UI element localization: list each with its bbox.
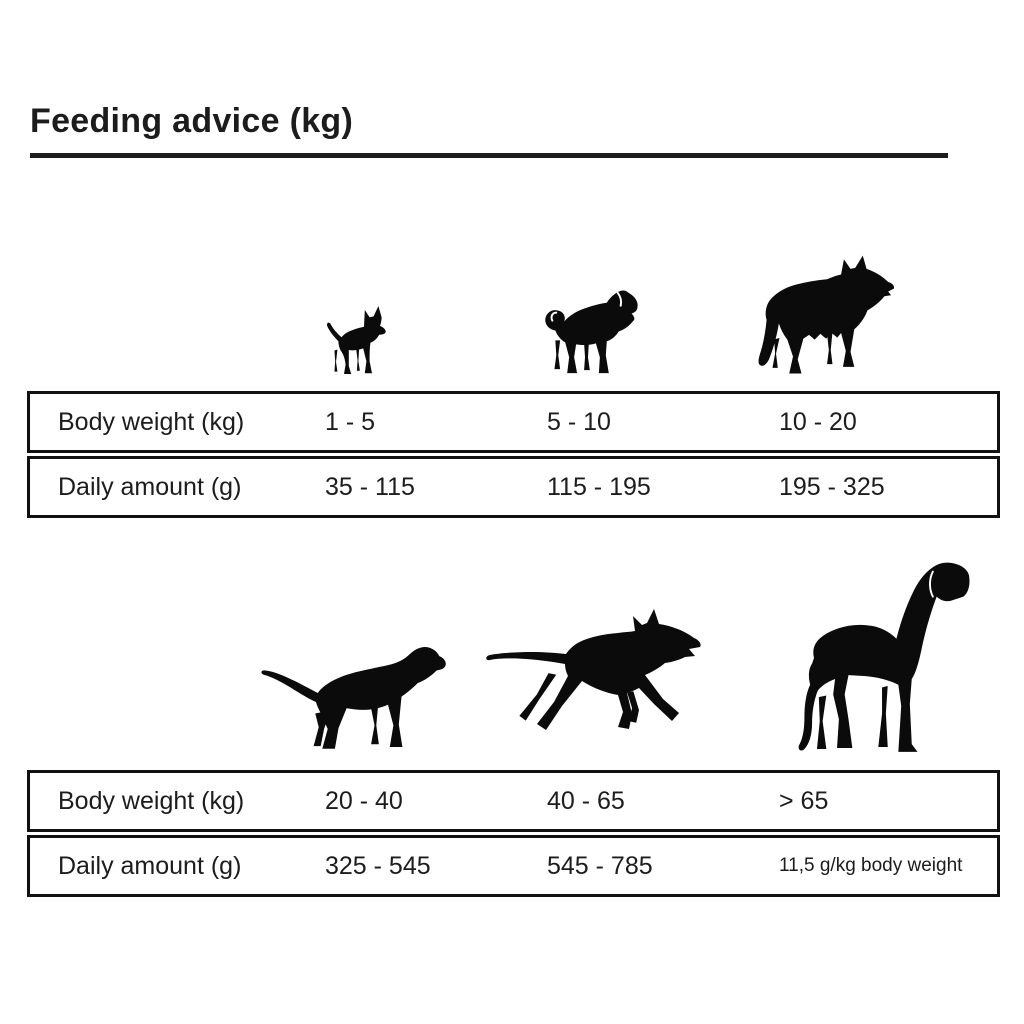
daily-amount-value-1: 325 - 545 [325, 851, 431, 880]
collie-icon [750, 250, 902, 382]
row-label: Daily amount (g) [58, 472, 242, 501]
feeding-table-small-breeds [27, 391, 1000, 518]
body-weight-value-2: 5 - 10 [547, 407, 611, 436]
body-weight-row [27, 391, 1000, 453]
chihuahua-icon [312, 300, 392, 380]
daily-amount-value-3: 11,5 g/kg body weight [779, 855, 963, 876]
puppy-icon [526, 276, 646, 380]
labrador-icon [242, 630, 462, 765]
body-weight-value-3: 10 - 20 [779, 407, 857, 436]
title-divider [30, 153, 948, 158]
body-weight-row [27, 770, 1000, 832]
daily-amount-row [27, 835, 1000, 897]
row-label: Body weight (kg) [58, 786, 245, 815]
daily-amount-value-2: 115 - 195 [547, 472, 651, 501]
feeding-table-large-breeds [27, 770, 1000, 897]
row-label: Body weight (kg) [58, 407, 245, 436]
daily-amount-value-3: 195 - 325 [779, 472, 885, 501]
page-title: Feeding advice (kg) [30, 102, 354, 140]
german-shepherd-icon [482, 596, 712, 756]
body-weight-value-3: > 65 [779, 786, 829, 815]
great-dane-icon [745, 550, 975, 762]
body-weight-value-1: 1 - 5 [325, 407, 376, 436]
body-weight-value-1: 20 - 40 [325, 786, 403, 815]
daily-amount-value-2: 545 - 785 [547, 851, 653, 880]
daily-amount-row [27, 456, 1000, 518]
body-weight-value-2: 40 - 65 [547, 786, 625, 815]
row-label: Daily amount (g) [58, 851, 242, 880]
daily-amount-value-1: 35 - 115 [325, 472, 415, 501]
